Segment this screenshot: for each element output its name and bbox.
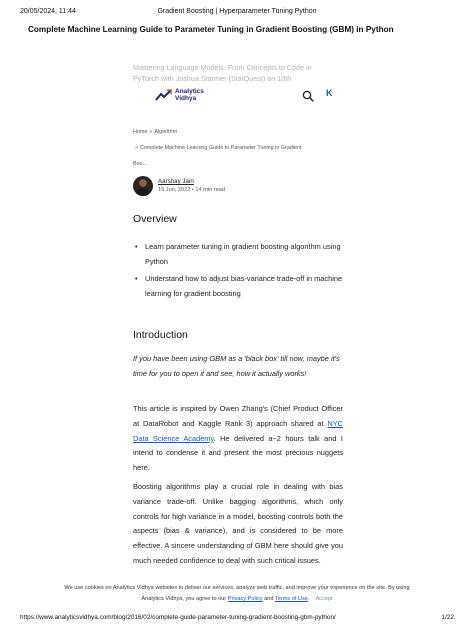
breadcrumb-current: Complete Machine Learning Guide to Parameter Tuning in Gradient bbox=[140, 145, 302, 151]
overview-list bbox=[133, 240, 348, 304]
cookie-banner bbox=[0, 583, 474, 605]
list-item: • Learn parameter tuning in gradient boosting algorithm using Python bbox=[133, 240, 348, 269]
print-footer bbox=[20, 614, 454, 624]
breadcrumb-current-cont: Boo... bbox=[133, 161, 148, 167]
paragraph-text: . He delivered a~2 hours talk and I intend to condense it and present the most precious nuggets here. bbox=[133, 433, 343, 473]
introduction-heading: Introduction bbox=[133, 329, 188, 341]
print-date: 20/05/2024, 11:44 bbox=[20, 8, 76, 15]
intro-paragraph-2: Boosting algorithms play a crucial role in dealing with bias variance trade-off. Unlike bagging algorithms, which only controls for high variance in a model, boosting controls both the aspects (bias & variance), and is considered to be more effective. A sincere understanding of GBM here should give you much needed confidence to deal with such critical issues. bbox=[133, 482, 343, 565]
search-button[interactable] bbox=[302, 90, 314, 102]
logo-text bbox=[175, 88, 204, 102]
page-number: 1/22 bbox=[441, 614, 454, 621]
list-item: • Understand how to adjust bias-variance trade-off in machine learning for gradient boosting bbox=[133, 272, 348, 301]
breadcrumb-separator: » bbox=[149, 129, 153, 135]
site-header bbox=[133, 86, 343, 108]
paragraph-text: This article is inspired by Owen Zhang's (Chief Product Officer at DataRobot and Kaggle Rank 3) approach shared at bbox=[133, 404, 343, 428]
breadcrumb-separator: » bbox=[135, 145, 138, 151]
cookie-text: We use cookies on Analytics Vidhya websites to deliver our services, analyze web traffic, and improve your experience on the site. By using bbox=[64, 585, 410, 591]
author-name-link[interactable]: Aarshay Jain bbox=[158, 178, 194, 185]
cookie-text: Analytics Vidhya, you agree to our bbox=[141, 596, 228, 602]
privacy-policy-link[interactable]: Privacy Policy bbox=[227, 596, 263, 602]
terms-of-use-link[interactable]: Terms of Use bbox=[274, 596, 308, 602]
breadcrumb bbox=[133, 124, 348, 172]
breadcrumb-category[interactable]: Algorithm bbox=[154, 129, 178, 135]
promo-banner-line1: Mastering Language Models: From Concepts to Code in bbox=[133, 63, 312, 72]
author-block bbox=[133, 176, 333, 196]
intro-paragraph-1 bbox=[133, 402, 343, 476]
logo-line1: Analytics bbox=[175, 88, 204, 95]
nyc-data-science-academy-link[interactable]: NYC Data Science Academy bbox=[133, 418, 343, 443]
logo-line2: Vidhya bbox=[175, 95, 197, 102]
overview-section bbox=[133, 213, 343, 225]
document-title: Complete Machine Learning Guide to Parameter Tuning in Gradient Boosting (GBM) in Python bbox=[28, 25, 394, 34]
cookie-text: . bbox=[307, 596, 310, 602]
promo-banner[interactable] bbox=[133, 62, 343, 84]
print-page-title: Gradient Boosting | Hyperparameter Tuning Python bbox=[157, 8, 317, 15]
accept-button[interactable]: Accept bbox=[315, 596, 333, 602]
publish-meta: 15 Jun, 2022 • 14 min read bbox=[158, 187, 225, 193]
k-menu-button[interactable]: K bbox=[326, 88, 333, 98]
intro-italic-paragraph: If you have been using GBM as a 'black box' till now, maybe it's time for you to open it and see, how it actually works! bbox=[133, 354, 340, 378]
cookie-text: and bbox=[262, 596, 275, 602]
overview-heading: Overview bbox=[133, 213, 177, 225]
avatar[interactable] bbox=[133, 176, 153, 196]
breadcrumb-home[interactable]: Home bbox=[133, 129, 148, 135]
site-logo[interactable] bbox=[155, 88, 204, 102]
search-icon bbox=[302, 90, 314, 102]
promo-banner-line2: PyTorch with Joshua Starmer (StatQuest) on 10th bbox=[133, 74, 292, 83]
print-header bbox=[20, 8, 454, 20]
page-url: https://www.analyticsvidhya.com/blog/2016/02/complete-guide-parameter-tuning-gradient-boosting-gbm-python/ bbox=[20, 614, 336, 621]
introduction-section bbox=[133, 329, 343, 341]
analytics-vidhya-logo-icon bbox=[155, 88, 173, 102]
